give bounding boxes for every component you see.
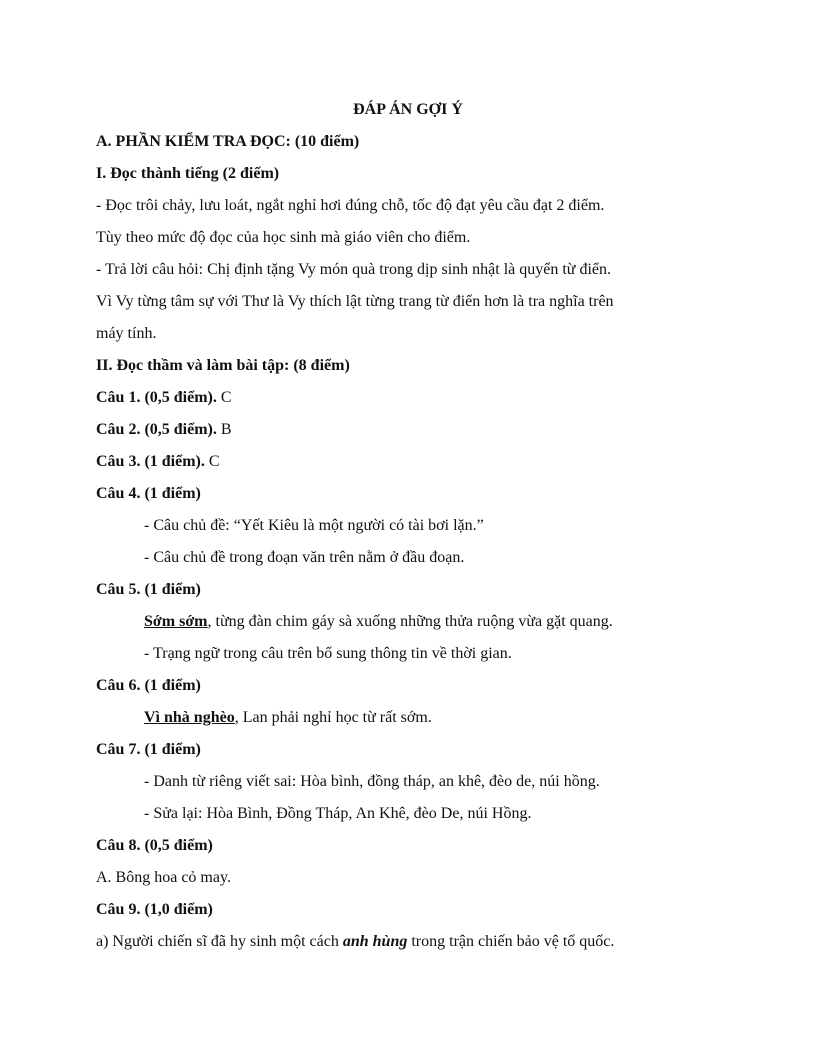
question-5-emphasis: Sớm sớm — [144, 613, 208, 630]
question-9-answer-a — [96, 926, 720, 958]
question-6-answer — [96, 702, 720, 734]
question-2-label: Câu 2. (0,5 điểm). — [96, 421, 217, 438]
page-title: ĐÁP ÁN GỢI Ý — [353, 101, 463, 118]
question-4-label: Câu 4. (1 điểm) — [96, 485, 201, 502]
question-8-label: Câu 8. (0,5 điểm) — [96, 837, 213, 854]
question-7-answer-1: - Danh từ riêng viết sai: Hòa bình, đồng tháp, an khê, đèo de, núi hồng. — [144, 773, 600, 790]
question-5-rest: , từng đàn chim gáy sà xuống những thửa ruộng vừa gặt quang. — [207, 613, 613, 630]
question-3-label: Câu 3. (1 điểm). — [96, 453, 205, 470]
part-i-heading: I. Đọc thành tiếng (2 điểm) — [96, 165, 280, 182]
part-i-line-3: - Trả lời câu hỏi: Chị định tặng Vy món quà trong dịp sinh nhật là quyển từ điển. — [96, 261, 612, 278]
question-5-answer-2: - Trạng ngữ trong câu trên bổ sung thông tin về thời gian. — [144, 645, 512, 662]
question-9-label: Câu 9. (1,0 điểm) — [96, 901, 213, 918]
question-1-answer: C — [216, 389, 232, 406]
question-3-answer: C — [204, 453, 220, 470]
question-5-answer-1 — [96, 606, 720, 638]
part-ii-heading: II. Đọc thầm và làm bài tập: (8 điểm) — [96, 357, 350, 374]
question-9-pre: a) Người chiến sĩ đã hy sinh một cách — [96, 933, 343, 950]
question-5-label: Câu 5. (1 điểm) — [96, 581, 201, 598]
question-2 — [96, 414, 720, 446]
question-8-answer: A. Bông hoa cỏ may. — [96, 869, 231, 886]
question-6-label: Câu 6. (1 điểm) — [96, 677, 201, 694]
part-i-line-1: - Đọc trôi chảy, lưu loát, ngắt nghỉ hơi đúng chỗ, tốc độ đạt yêu cầu đạt 2 điểm. — [96, 197, 605, 214]
question-9-post: trong trận chiến bảo vệ tổ quốc. — [407, 933, 615, 950]
question-7-label: Câu 7. (1 điểm) — [96, 741, 201, 758]
question-6-rest: , Lan phải nghỉ học từ rất sớm. — [234, 709, 432, 726]
question-6-emphasis: Vì nhà nghèo — [144, 709, 235, 726]
answer-key-page — [96, 94, 720, 958]
question-4-answer-1: - Câu chủ đề: “Yết Kiêu là một người có tài bơi lặn.” — [144, 517, 484, 534]
question-2-answer: B — [216, 421, 232, 438]
question-7-answer-2: - Sửa lại: Hòa Bình, Đồng Tháp, An Khê, đèo De, núi Hồng. — [144, 805, 532, 822]
question-1-label: Câu 1. (0,5 điểm). — [96, 389, 217, 406]
section-a-heading: A. PHẦN KIỂM TRA ĐỌC: (10 điểm) — [96, 133, 360, 150]
part-i-line-4: Vì Vy từng tâm sự với Thư là Vy thích lật từng trang từ điển hơn là tra nghĩa trên — [96, 293, 614, 310]
question-9-emphasis: anh hùng — [342, 933, 408, 950]
question-4-answer-2: - Câu chủ đề trong đoạn văn trên nằm ở đầu đoạn. — [144, 549, 465, 566]
question-3 — [96, 446, 720, 478]
part-i-line-5: máy tính. — [96, 325, 157, 342]
part-i-line-2: Tùy theo mức độ đọc của học sinh mà giáo viên cho điểm. — [96, 229, 471, 246]
question-1 — [96, 382, 720, 414]
